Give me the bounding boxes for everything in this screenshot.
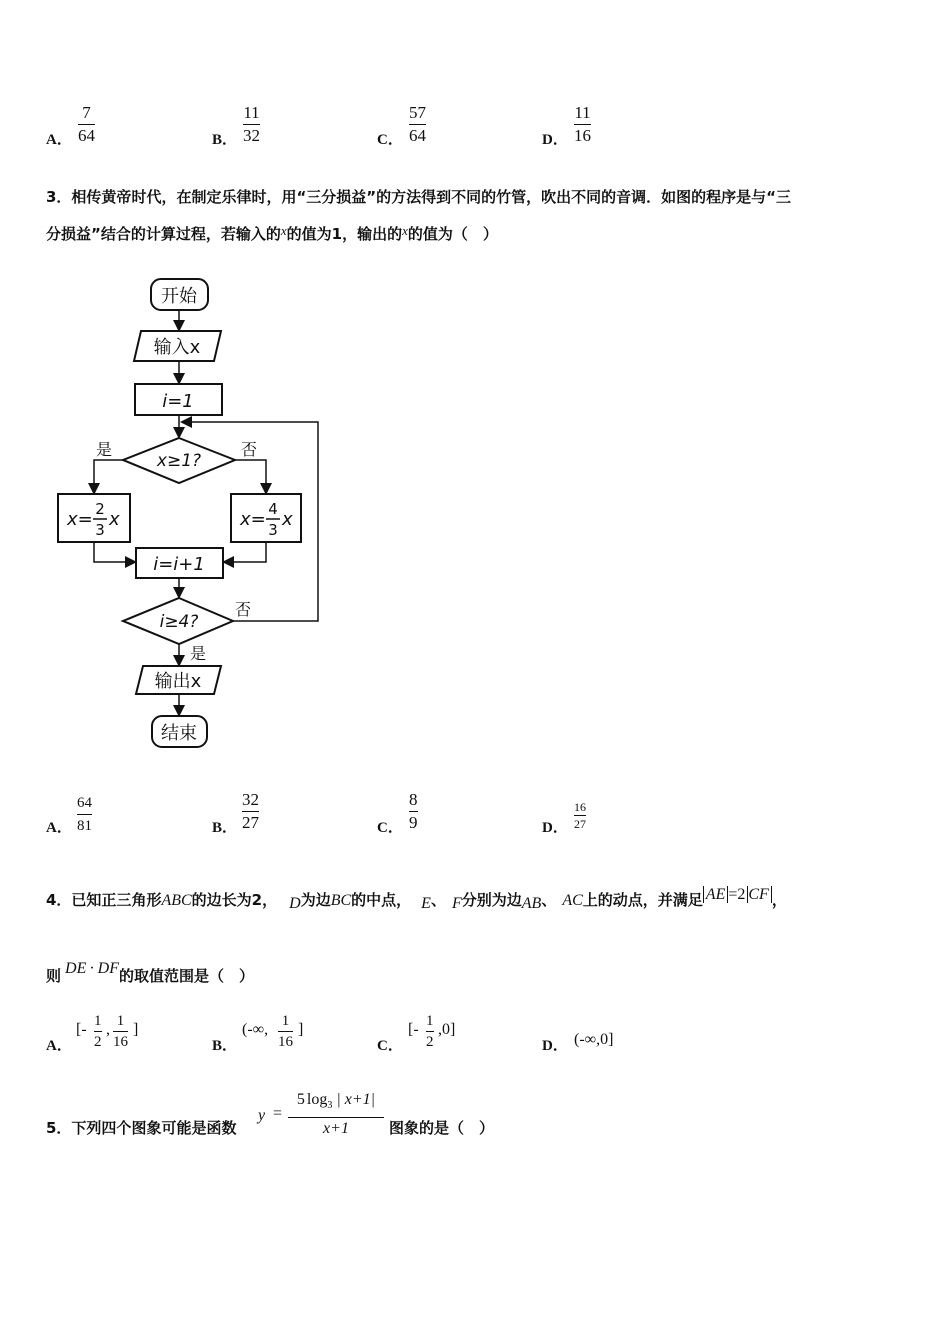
numerator (297, 1089, 375, 1117)
q5-suffix: 图象的是（ ） (389, 1119, 495, 1137)
left-den: 3 (95, 521, 105, 539)
math: DF (97, 960, 119, 977)
fraction (113, 1011, 128, 1052)
numerator: 16 (574, 800, 586, 814)
var-x: x (280, 223, 287, 238)
numerator: 1 (281, 1013, 290, 1029)
yes-label: 是 (95, 440, 113, 459)
option-label: C． (377, 1038, 403, 1054)
text: 上的动点，并满足 (582, 891, 703, 909)
no-label: 否 (240, 440, 258, 459)
denominator: 16 (113, 1034, 128, 1050)
fraction (409, 789, 418, 834)
q4-line2 (46, 960, 254, 986)
numerator: 1 (94, 1013, 102, 1029)
left-num: 2 (95, 500, 105, 518)
q4-line1 (46, 886, 787, 913)
math: E (421, 895, 431, 912)
numerator: 1 (116, 1013, 125, 1029)
math-y: y (258, 1107, 266, 1124)
numerator: 57 (409, 103, 426, 122)
option-label: C． (377, 820, 403, 836)
denominator: x+1 (323, 1120, 349, 1138)
cond2-label: i≥4? (159, 612, 199, 632)
math: | x+1| (336, 1091, 376, 1108)
text: 的值为1，输出的 (286, 225, 403, 243)
no-label: 否 (234, 600, 252, 619)
text: 的值为（ ） (407, 225, 498, 243)
option-label: D． (542, 820, 568, 836)
numerator: 32 (242, 790, 259, 809)
denominator: 9 (409, 813, 418, 832)
option-text: ,0] (438, 1021, 456, 1038)
math: D (289, 895, 301, 912)
yes-label: 是 (189, 644, 207, 663)
option-label: B． (212, 132, 238, 148)
math: log (306, 1091, 328, 1108)
denominator: 81 (77, 818, 92, 834)
text: 为边 (300, 891, 331, 909)
option-text: ] (298, 1021, 304, 1038)
numerator: 1 (426, 1013, 434, 1029)
output-label: 输出x (154, 671, 202, 692)
option-text: ] (133, 1021, 139, 1038)
q5-prefix: 5．下列四个图象可能是函数 (46, 1119, 237, 1137)
option-text: [- (408, 1021, 419, 1038)
math-eq: = (273, 1105, 283, 1122)
math: DE (65, 960, 87, 977)
math: AB (521, 895, 542, 912)
math: 5 (296, 1091, 305, 1108)
text: 的边长为2， (191, 891, 278, 909)
q3-line1: 3．相传黄帝时代，在制定乐律时，用“三分损益”的方法得到不同的竹管，吹出不同的音调．如图的程序是与“三 (46, 188, 792, 206)
numerator: 11 (243, 103, 260, 122)
right-den: 3 (268, 521, 278, 539)
math: F (451, 895, 462, 912)
denominator: 27 (242, 813, 259, 832)
math: CF (748, 886, 769, 903)
text: 、 (430, 891, 446, 909)
numerator: 64 (77, 795, 92, 811)
math: ABC (161, 892, 192, 909)
text: 分别为边 (461, 891, 522, 909)
text: 、 (541, 891, 557, 909)
denominator: 64 (78, 126, 95, 145)
fraction (574, 799, 586, 832)
option-label: D． (542, 1038, 568, 1054)
init-label: i=1 (162, 391, 194, 412)
text: 则 (46, 967, 62, 985)
denominator: 16 (574, 126, 591, 145)
left-x: x (109, 509, 120, 530)
option-label: D． (542, 132, 568, 148)
text: 的取值范围是（ ） (119, 967, 255, 985)
text: 的中点， (351, 891, 412, 909)
option-label: B． (212, 1038, 238, 1054)
text: 4．已知正三角形 (46, 891, 162, 909)
denominator: 2 (426, 1034, 434, 1050)
numerator: 11 (574, 103, 591, 122)
denominator: 64 (409, 126, 426, 145)
math: AC (562, 892, 583, 909)
cond1-label: x≥1? (156, 451, 202, 471)
end-label: 结束 (161, 723, 197, 744)
option-text: (-∞,0] (574, 1031, 614, 1048)
input-label: 输入x (153, 337, 201, 358)
text: ， (771, 891, 787, 909)
denominator: 27 (574, 817, 586, 831)
denominator: 16 (278, 1034, 293, 1050)
fraction (77, 792, 92, 837)
right-x: x (282, 509, 293, 530)
option-text: [- (76, 1021, 87, 1038)
q5-fraction (288, 1089, 384, 1140)
increment-label: i=i+1 (153, 554, 205, 575)
option-label: A． (46, 820, 72, 836)
fraction (242, 789, 259, 834)
left-xeq: x= (67, 509, 93, 530)
option-text: (-∞, (242, 1021, 269, 1038)
option-label: C． (377, 132, 403, 148)
text: 分损益”结合的计算过程，若输入的 (46, 225, 281, 243)
option-text: , (106, 1021, 110, 1038)
math: · (89, 960, 95, 977)
option-label: A． (46, 1038, 72, 1054)
numerator: 8 (409, 790, 418, 809)
denominator: 32 (243, 126, 260, 145)
math: AE (705, 886, 726, 903)
right-xeq: x= (240, 509, 266, 530)
fraction (94, 1011, 102, 1052)
math (703, 886, 772, 903)
start-label: 开始 (161, 286, 197, 307)
math: =2 (728, 886, 746, 903)
fraction (426, 1011, 434, 1052)
math: 3 (327, 1100, 333, 1112)
denominator: 2 (94, 1034, 102, 1050)
fraction (278, 1011, 293, 1052)
var-x: x (402, 223, 408, 238)
right-num: 4 (268, 500, 278, 518)
option-label: B． (212, 820, 238, 836)
option-label: A． (46, 132, 72, 148)
numerator: 7 (82, 103, 91, 122)
math: BC (330, 892, 352, 909)
